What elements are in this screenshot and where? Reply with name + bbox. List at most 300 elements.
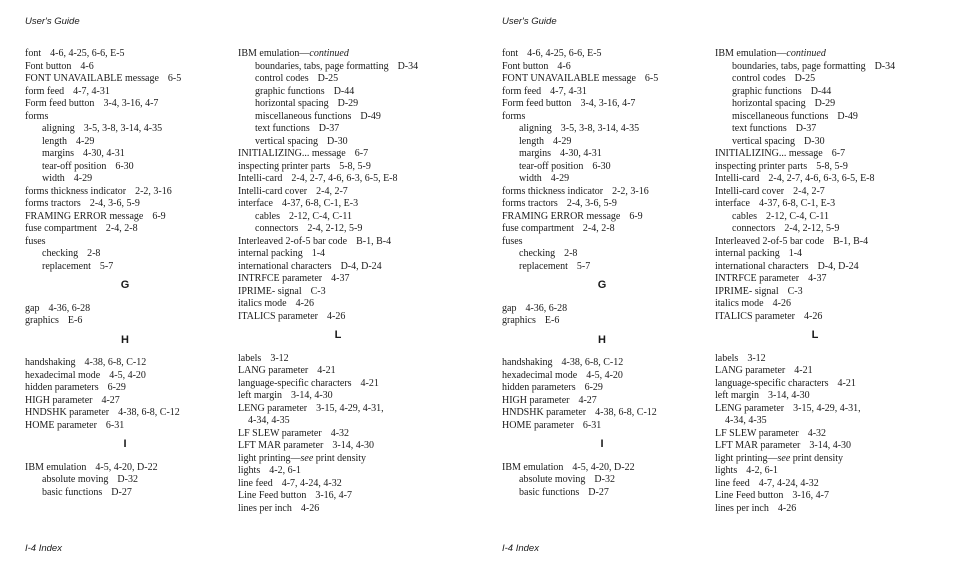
page-references: 2-2, 3-16 xyxy=(135,185,172,197)
index-entry xyxy=(502,211,732,224)
see-reference: see xyxy=(777,452,791,464)
index-entry xyxy=(238,286,468,299)
index-entry xyxy=(715,390,945,403)
index-term: connectors xyxy=(255,223,299,234)
index-column-1 xyxy=(25,48,255,499)
page-references: D-34 xyxy=(397,60,419,72)
index-subentry xyxy=(502,161,732,174)
page-references: D-30 xyxy=(327,135,348,147)
index-term: lines per inch xyxy=(238,502,292,514)
index-term: forms xyxy=(25,110,49,122)
index-entry xyxy=(502,382,732,395)
index-subentry xyxy=(25,161,255,174)
index-entry xyxy=(715,478,945,491)
index-term: LANG parameter xyxy=(715,365,786,376)
page-references: 4-30, 4-31 xyxy=(560,148,602,159)
page-references: 4-26 xyxy=(295,298,314,309)
index-term: left margin xyxy=(238,390,282,401)
running-footer: I-4 Index xyxy=(502,543,539,554)
page-references: 4-29 xyxy=(73,173,93,184)
page-references: 4-38, 6-8, C-12 xyxy=(561,357,624,368)
index-term: IBM emulation— xyxy=(238,48,310,59)
index-entry xyxy=(502,420,732,433)
index-term: IPRIME- signal xyxy=(715,285,779,297)
page-references: 6-30 xyxy=(115,160,134,172)
page-references: 2-4, 2-12, 5-9 xyxy=(307,223,363,234)
page-references: 4-38, 6-8, C-12 xyxy=(595,407,657,418)
index-term: interface xyxy=(715,198,750,209)
index-term: miscellaneous functions xyxy=(255,110,352,122)
section-letter: H xyxy=(121,333,129,346)
page-references: 4-7, 4-31 xyxy=(73,85,110,97)
page-references: 6-29 xyxy=(107,382,126,393)
index-term: lights xyxy=(238,465,261,476)
index-term: replacement xyxy=(42,260,91,272)
page-references: 4-5, 4-20 xyxy=(586,369,623,381)
index-entry xyxy=(238,365,468,378)
page-references: 3-12 xyxy=(270,352,289,364)
index-entry xyxy=(25,303,255,316)
page-references: 4-36, 6-28 xyxy=(48,302,91,314)
index-entry xyxy=(715,48,945,61)
index-entry xyxy=(715,365,945,378)
page-references: 6-5 xyxy=(167,73,182,84)
index-term: gap xyxy=(502,302,517,314)
index-entry xyxy=(238,161,468,174)
index-term: LFT MAR parameter xyxy=(715,440,801,451)
index-subentry xyxy=(238,123,468,136)
index-subentry xyxy=(25,474,255,487)
index-term: HNDSHK parameter xyxy=(502,407,587,418)
index-term: internal packing xyxy=(238,248,303,259)
page-references: D-25 xyxy=(317,73,339,84)
section-letter: L xyxy=(334,329,342,341)
index-term: HOME parameter xyxy=(502,419,574,431)
index-entry xyxy=(715,503,945,516)
index-term: light printing— xyxy=(715,452,778,464)
page-references: D-29 xyxy=(337,98,359,109)
page-references: 4-36, 6-28 xyxy=(525,302,568,314)
index-entry xyxy=(238,261,468,274)
index-term: LENG parameter xyxy=(238,402,308,414)
page-references: D-29 xyxy=(814,98,836,109)
page-references: 2-8 xyxy=(87,248,101,259)
page-references: 3-15, 4-29, 4-31, xyxy=(793,402,861,414)
index-entry xyxy=(715,273,945,286)
page-references: 5-8, 5-9 xyxy=(339,160,371,172)
index-term: absolute moving xyxy=(42,474,109,485)
page-references: 6-29 xyxy=(584,382,603,393)
running-footer: I-4 Index xyxy=(25,543,62,554)
index-term: text functions xyxy=(255,123,310,134)
index-subentry xyxy=(238,73,468,86)
index-term: IBM emulation xyxy=(502,461,564,473)
index-term: hidden parameters xyxy=(25,382,99,393)
page-references: D-44 xyxy=(810,85,832,97)
index-term: replacement xyxy=(519,260,568,272)
page-references: 2-4, 2-7 xyxy=(793,185,825,197)
index-entry xyxy=(238,148,468,161)
index-term: aligning xyxy=(519,123,552,134)
index-term: forms xyxy=(502,110,526,122)
index-entry xyxy=(502,186,732,199)
page-references: 2-4, 2-7, 4-6, 6-3, 6-5, E-8 xyxy=(768,173,875,184)
index-term: font xyxy=(502,48,519,59)
index-term: 4-34, 4-35 xyxy=(248,415,290,426)
page-references: 4-6 xyxy=(80,60,94,72)
index-entry xyxy=(502,370,732,383)
see-target: print density xyxy=(790,452,844,464)
index-entry xyxy=(502,223,732,236)
index-term: INITIALIZING... message xyxy=(238,148,346,159)
index-entry xyxy=(238,173,468,186)
page-references: D-49 xyxy=(837,110,858,122)
index-subentry xyxy=(238,61,468,74)
page-references: 2-4, 2-12, 5-9 xyxy=(784,223,840,234)
index-subentry xyxy=(25,123,255,136)
index-subentry xyxy=(238,211,468,224)
section-letter: I xyxy=(600,438,604,450)
index-term: LF SLEW parameter xyxy=(238,427,322,439)
index-entry xyxy=(25,420,255,433)
index-entry xyxy=(238,390,468,403)
page-references: 3-16, 4-7 xyxy=(792,490,829,501)
index-term: absolute moving xyxy=(519,474,586,485)
index-term: fuses xyxy=(502,235,523,247)
page-references: C-3 xyxy=(787,285,803,297)
index-subentry xyxy=(25,173,255,186)
index-term: control codes xyxy=(255,73,309,84)
page-references: 4-32 xyxy=(807,427,827,439)
index-term: Form feed button xyxy=(502,98,572,109)
page-references: D-32 xyxy=(594,474,615,485)
index-term: language-specific characters xyxy=(715,377,829,389)
index-term: margins xyxy=(42,148,75,159)
index-term: 4-34, 4-35 xyxy=(725,415,767,426)
index-term: INITIALIZING... message xyxy=(715,148,823,159)
index-term: inspecting printer parts xyxy=(238,160,331,172)
page-references: 4-29 xyxy=(550,173,570,184)
index-subentry xyxy=(715,86,945,99)
index-entry xyxy=(238,403,468,416)
index-term: aligning xyxy=(42,123,75,134)
index-term: INTRFCE parameter xyxy=(238,273,323,284)
see-target: print density xyxy=(313,452,367,464)
page-references: 4-7, 4-24, 4-32 xyxy=(281,477,342,489)
page-references: 2-2, 3-16 xyxy=(612,185,649,197)
page-references: B-1, B-4 xyxy=(356,235,392,247)
index-term: boundaries, tabs, page formatting xyxy=(255,60,389,72)
index-term-qualifier: continued xyxy=(309,48,349,59)
index-term: Intelli-card cover xyxy=(238,185,308,197)
page-references: 2-4, 3-6, 5-9 xyxy=(566,198,617,209)
index-term: font xyxy=(25,48,42,59)
index-term: forms tractors xyxy=(25,198,81,209)
page-references: 4-7, 4-31 xyxy=(550,85,587,97)
index-term: lights xyxy=(715,465,738,476)
index-entry xyxy=(715,286,945,299)
page-references: 4-32 xyxy=(330,427,350,439)
section-letter: G xyxy=(120,279,130,291)
index-entry xyxy=(25,111,255,124)
running-header: User's Guide xyxy=(25,16,80,27)
index-subentry xyxy=(502,136,732,149)
page-references: 6-9 xyxy=(152,210,166,222)
page-references: 4-6, 4-25, 6-6, E-5 xyxy=(527,48,602,59)
index-term: basic functions xyxy=(42,486,103,498)
index-term: gap xyxy=(25,302,40,314)
page-references: D-4, D-24 xyxy=(340,260,382,272)
page-references: D-37 xyxy=(795,123,817,134)
page-references: 3-5, 3-8, 3-14, 4-35 xyxy=(83,123,163,134)
index-entry xyxy=(238,440,468,453)
index-term: FONT UNAVAILABLE message xyxy=(502,73,636,84)
page-references: 6-31 xyxy=(582,419,602,431)
index-term: fuse compartment xyxy=(25,223,97,234)
page-references: D-49 xyxy=(360,110,381,122)
page-references: 4-5, 4-20, D-22 xyxy=(572,461,635,473)
index-term: graphic functions xyxy=(732,85,802,97)
section-letter: I xyxy=(123,438,127,450)
index-term: ITALICS parameter xyxy=(715,310,795,322)
index-term: FRAMING ERROR message xyxy=(502,210,621,222)
index-term: interface xyxy=(238,198,273,209)
index-entry xyxy=(238,236,468,249)
page-references: 4-21 xyxy=(317,365,336,376)
index-subentry xyxy=(502,123,732,136)
index-subentry xyxy=(25,136,255,149)
index-subentry xyxy=(715,136,945,149)
index-entry xyxy=(25,61,255,74)
page-references: 3-16, 4-7 xyxy=(315,490,352,501)
index-entry xyxy=(715,403,945,416)
index-entry xyxy=(715,248,945,261)
page-references: 4-38, 6-8, C-12 xyxy=(118,407,180,418)
index-term: width xyxy=(519,173,542,184)
index-entry xyxy=(715,148,945,161)
index-term: italics mode xyxy=(238,298,287,309)
index-entry xyxy=(25,357,255,370)
page-references: E-6 xyxy=(67,315,83,326)
index-entry xyxy=(715,440,945,453)
index-term: Intelli-card cover xyxy=(715,185,785,197)
page-references: 4-37 xyxy=(808,273,827,284)
index-entry xyxy=(25,186,255,199)
index-entry xyxy=(502,395,732,408)
page-references: 5-7 xyxy=(576,260,591,272)
index-term: FRAMING ERROR message xyxy=(25,210,144,222)
see-reference: see xyxy=(300,452,314,464)
index-term: light printing— xyxy=(238,452,301,464)
index-subentry xyxy=(502,248,732,261)
index-term: forms thickness indicator xyxy=(25,185,127,197)
index-term: basic functions xyxy=(519,486,580,498)
index-entry xyxy=(238,490,468,503)
page-references: 4-21 xyxy=(794,365,813,376)
index-entry xyxy=(25,462,255,475)
index-entry xyxy=(238,353,468,366)
index-term: HIGH parameter xyxy=(25,394,93,406)
page-references: 4-38, 6-8, C-12 xyxy=(84,357,147,368)
index-entry xyxy=(25,98,255,111)
index-entry xyxy=(502,73,732,86)
index-entry xyxy=(238,465,468,478)
index-entry xyxy=(238,415,468,428)
page-references: 3-5, 3-8, 3-14, 4-35 xyxy=(560,123,640,134)
page-references: D-34 xyxy=(874,60,896,72)
index-subentry xyxy=(25,261,255,274)
index-term: vertical spacing xyxy=(255,135,319,147)
page-references: 4-2, 6-1 xyxy=(269,465,301,476)
index-term: cables xyxy=(255,210,280,222)
index-entry xyxy=(238,478,468,491)
index-entry xyxy=(502,303,732,316)
page-references: 4-26 xyxy=(777,502,797,514)
index-term: italics mode xyxy=(715,298,764,309)
index-entry xyxy=(715,378,945,391)
index-subentry xyxy=(715,211,945,224)
section-letter: L xyxy=(811,329,819,341)
index-entry xyxy=(715,465,945,478)
index-term: FONT UNAVAILABLE message xyxy=(25,73,159,84)
index-entry xyxy=(715,198,945,211)
index-term: hexadecimal mode xyxy=(502,369,578,381)
page-references: 6-7 xyxy=(354,148,369,159)
index-term: Line Feed button xyxy=(238,490,307,501)
index-subentry xyxy=(238,111,468,124)
index-entry xyxy=(502,61,732,74)
index-entry xyxy=(25,48,255,61)
index-term: HOME parameter xyxy=(25,419,97,431)
index-entry xyxy=(715,453,945,466)
index-subentry xyxy=(238,86,468,99)
index-column-2 xyxy=(715,48,945,515)
page-references: 3-4, 3-16, 4-7 xyxy=(580,98,636,109)
index-entry xyxy=(25,198,255,211)
page-references: 5-7 xyxy=(99,260,114,272)
index-term: vertical spacing xyxy=(732,135,796,147)
index-term: LFT MAR parameter xyxy=(238,440,324,451)
index-term: language-specific characters xyxy=(238,377,352,389)
index-entry xyxy=(238,378,468,391)
index-entry xyxy=(238,198,468,211)
index-term: labels xyxy=(715,352,739,364)
index-entry xyxy=(238,298,468,311)
page-references: 1-4 xyxy=(311,248,326,259)
index-entry xyxy=(715,161,945,174)
page-references: 3-14, 4-30 xyxy=(332,440,375,451)
index-term: IPRIME- signal xyxy=(238,285,302,297)
index-subentry xyxy=(238,136,468,149)
index-term: internal packing xyxy=(715,248,780,259)
index-entry xyxy=(238,273,468,286)
page-references: E-6 xyxy=(544,315,560,326)
index-term: graphic functions xyxy=(255,85,325,97)
page-references: 4-37 xyxy=(331,273,350,284)
page-references: 2-4, 3-6, 5-9 xyxy=(89,198,140,209)
index-term: inspecting printer parts xyxy=(715,160,808,172)
index-subentry xyxy=(502,261,732,274)
page-references: 2-4, 2-8 xyxy=(582,223,615,234)
page-references: 3-14, 4-30 xyxy=(809,440,852,451)
index-column-2 xyxy=(238,48,468,515)
page-references: 4-27 xyxy=(578,394,597,406)
index-term: tear-off position xyxy=(42,160,107,172)
index-term: length xyxy=(42,135,67,147)
page-references: 6-30 xyxy=(592,160,611,172)
index-term: LANG parameter xyxy=(238,365,309,376)
page-references: 1-4 xyxy=(788,248,803,259)
index-term: hidden parameters xyxy=(502,382,576,393)
index-term: Interleaved 2-of-5 bar code xyxy=(238,235,348,247)
index-term: margins xyxy=(519,148,552,159)
page-references: 5-8, 5-9 xyxy=(816,160,848,172)
page-references: 6-7 xyxy=(831,148,846,159)
index-entry xyxy=(502,236,732,249)
page-references: D-4, D-24 xyxy=(817,260,859,272)
section-letter: G xyxy=(597,279,607,291)
index-term: length xyxy=(519,135,544,147)
index-subentry xyxy=(715,98,945,111)
index-entry xyxy=(502,48,732,61)
index-subentry xyxy=(715,73,945,86)
page-references: D-27 xyxy=(588,486,609,498)
index-entry xyxy=(238,428,468,441)
index-term: forms thickness indicator xyxy=(502,185,604,197)
page-references: D-27 xyxy=(111,486,132,498)
index-entry xyxy=(25,211,255,224)
index-term: Font button xyxy=(502,60,549,72)
index-term: handshaking xyxy=(25,357,76,368)
page-references: C-3 xyxy=(310,285,326,297)
index-term: horizontal spacing xyxy=(255,98,329,109)
index-subentry xyxy=(715,61,945,74)
index-term: graphics xyxy=(502,315,536,326)
index-term: horizontal spacing xyxy=(732,98,806,109)
page-references: 3-12 xyxy=(747,352,766,364)
page-references: 6-31 xyxy=(105,419,125,431)
page-references: 6-5 xyxy=(644,73,659,84)
index-entry xyxy=(238,453,468,466)
index-term: lines per inch xyxy=(715,502,769,514)
index-term: boundaries, tabs, page formatting xyxy=(732,60,866,72)
section-letter: H xyxy=(598,333,606,346)
page-references: 4-29 xyxy=(553,135,572,147)
index-term: forms tractors xyxy=(502,198,558,209)
index-entry xyxy=(238,248,468,261)
index-term: IBM emulation xyxy=(25,461,87,473)
index-entry xyxy=(715,236,945,249)
page-references: 4-26 xyxy=(772,298,791,309)
index-entry xyxy=(715,173,945,186)
index-term: Intelli-card xyxy=(715,173,760,184)
index-entry xyxy=(502,407,732,420)
index-entry xyxy=(25,73,255,86)
index-entry xyxy=(25,407,255,420)
index-entry xyxy=(715,186,945,199)
index-term: cables xyxy=(732,210,757,222)
page-references: 2-12, C-4, C-11 xyxy=(766,210,829,222)
index-entry xyxy=(25,370,255,383)
index-term: width xyxy=(42,173,65,184)
index-term: line feed xyxy=(715,477,750,489)
page-references: 4-29 xyxy=(76,135,95,147)
index-subentry xyxy=(238,223,468,236)
index-subentry xyxy=(715,111,945,124)
index-term: tear-off position xyxy=(519,160,584,172)
page-references: 4-7, 4-24, 4-32 xyxy=(758,477,819,489)
index-entry xyxy=(715,261,945,274)
